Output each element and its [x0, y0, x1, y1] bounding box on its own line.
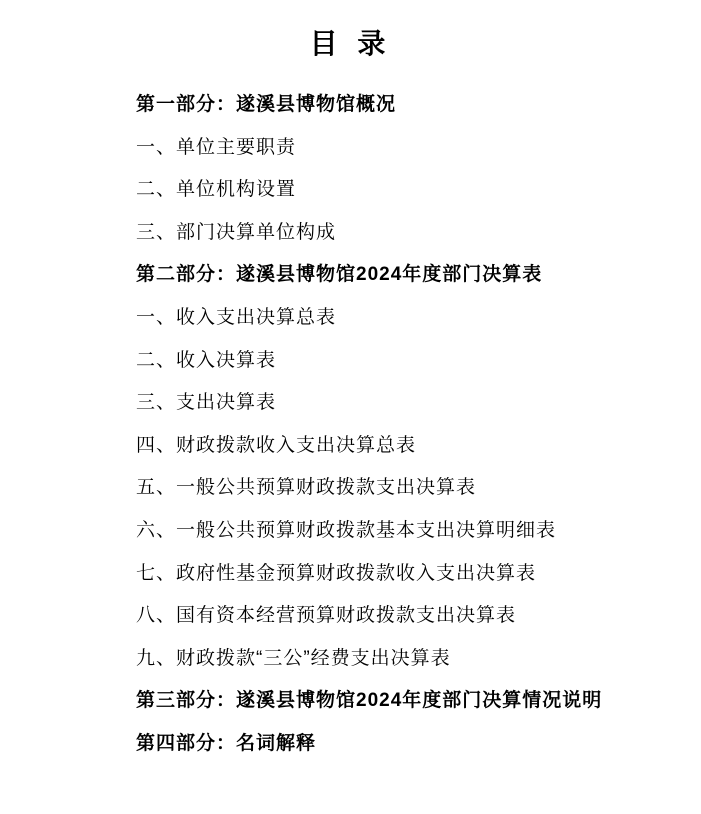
- toc-entry: 一、收入支出决算总表: [136, 306, 337, 328]
- toc-section-heading-part1: 第一部分：遂溪县博物馆概况: [136, 94, 397, 115]
- toc-entry: 六、一般公共预算财政拨款基本支出决算明细表: [136, 519, 557, 541]
- toc-entry: 七、政府性基金预算财政拨款收入支出决算表: [136, 562, 537, 584]
- toc-entry: 八、国有资本经营预算财政拨款支出决算表: [136, 605, 517, 627]
- toc-entry: 三、支出决算表: [136, 392, 277, 414]
- toc-section-heading-part4: 第四部分：名词解释: [136, 732, 317, 754]
- toc-entry: 一、单位主要职责: [136, 136, 297, 158]
- page-title: 目 录: [309, 28, 392, 59]
- toc-section-heading-part3: 第三部分：遂溪县博物馆2024年度部门决算情况说明: [136, 690, 603, 712]
- table-of-contents: [136, 84, 661, 766]
- toc-entry: 二、单位机构设置: [136, 179, 297, 201]
- toc-entry: 二、收入决算表: [136, 349, 277, 371]
- toc-entry: 四、财政拨款收入支出决算总表: [136, 434, 417, 456]
- toc-entry: 三、部门决算单位构成: [136, 221, 337, 243]
- toc-section-heading-part2: 第二部分：遂溪县博物馆2024年度部门决算表: [136, 264, 543, 286]
- toc-entry: 五、一般公共预算财政拨款支出决算表: [136, 477, 477, 499]
- toc-entry: 九、财政拨款“三公”经费支出决算表: [136, 647, 451, 669]
